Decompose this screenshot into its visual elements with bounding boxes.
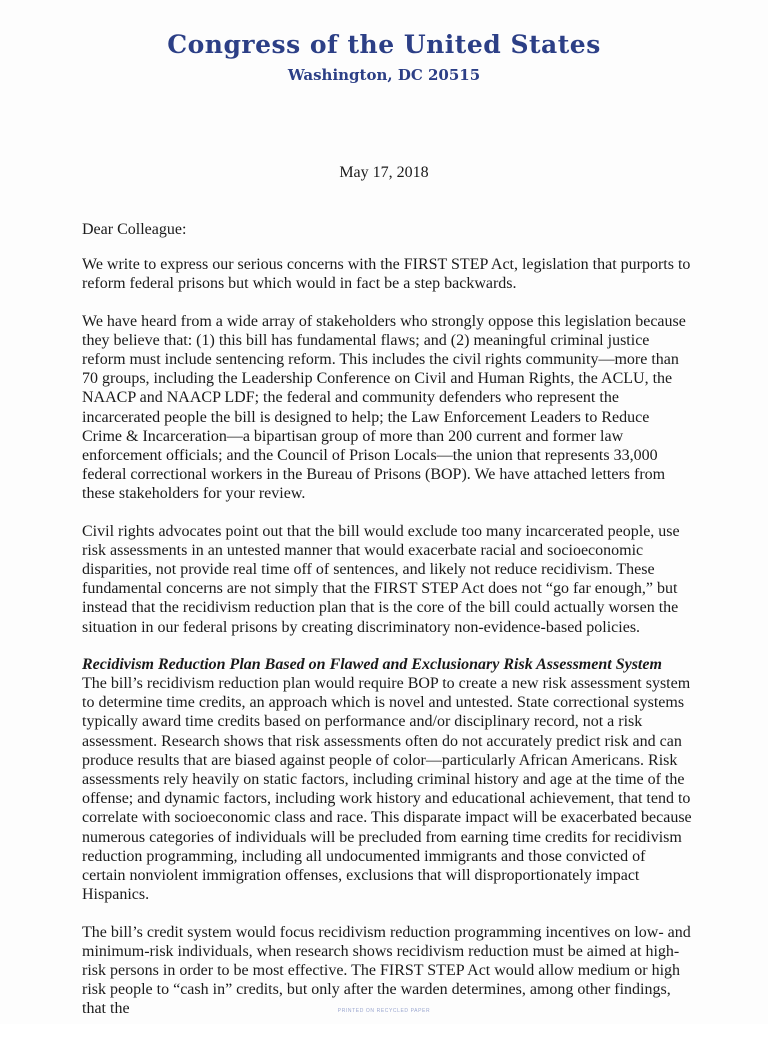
salutation: Dear Colleague: — [82, 221, 187, 238]
letterhead-title: Congress of the United States — [167, 30, 601, 59]
letter-body — [82, 220, 692, 1037]
letter-date: May 17, 2018 — [339, 164, 429, 181]
section-paragraph-2: The bill’s credit system would focus recidivism reduction programming incentives on low- and minimum-risk individuals, when research shows recidivism reduction must be aimed at high-risk persons in order to be most effective. The FIRST STEP Act would allow medium or high risk people to “cash in” credits, but only after the warden determines, among other findings, that the — [82, 923, 691, 1018]
recycled-paper-note: PRINTED ON RECYCLED PAPER — [337, 1008, 431, 1014]
letterhead — [0, 30, 768, 84]
section-heading: Recidivism Reduction Plan Based on Flawed and Exclusionary Risk Assessment System — [82, 655, 662, 673]
section-paragraph-1: The bill’s recidivism reduction plan would require BOP to create a new risk assessment system to determine time credits, an approach which is novel and untested. State correctional systems typically award time credits based on performance and/or disciplinary record, not a risk assessment. Research shows that risk assessments often do not accurately predict risk and can produce results that are biased against people of color—particularly African Americans. Risk assessments rely heavily on static factors, including criminal history and age at the time of the offense; and dynamic factors, including work history and educational achievement, that tend to correlate with socioeconomic class and race. This disparate impact will be exacerbated because numerous categories of individuals will be precluded from earning time credits for recidivism reduction programming, including all undocumented immigrants and those convicted of certain nonviolent immigration offenses, exclusions that will disproportionately impact Hispanics. — [82, 675, 692, 904]
paragraph-1: We write to express our serious concerns with the FIRST STEP Act, legislation that purports to reform federal prisons but which would in fact be a step backwards. — [82, 256, 691, 293]
paragraph-2: We have heard from a wide array of stakeholders who strongly oppose this legislation because they believe that: (1) this bill has fundamental flaws; and (2) meaningful criminal justice reform must include sentencing reform. This includes the civil rights community—more than 70 groups, including the Leadership Conference on Civil and Human Rights, the ACLU, the NAACP and NAACP LDF; the federal and community defenders who represent the incarcerated people the bill is designed to help; the Law Enforcement Leaders to Reduce Crime & Incarceration—a bipartisan group of more than 200 current and former law enforcement officials; and the Council of Prison Locals—the union that represents 33,000 federal correctional workers in the Bureau of Prisons (BOP). We have attached letters from these stakeholders for your review. — [82, 312, 686, 503]
letterhead-city: Washington, DC 20515 — [287, 66, 481, 84]
paragraph-3: Civil rights advocates point out that the bill would exclude too many incarcerated people, use risk assessments in an untested manner that would exacerbate racial and socioeconomic disparities, not provide real time off of sentences, and likely not reduce recidivism. These fundamental concerns are not simply that the FIRST STEP Act does not “go far enough,” but instead that the recidivism reduction plan that is the core of the bill could actually worsen the situation in our federal prisons by creating discriminatory non-evidence-based policies. — [82, 522, 680, 636]
